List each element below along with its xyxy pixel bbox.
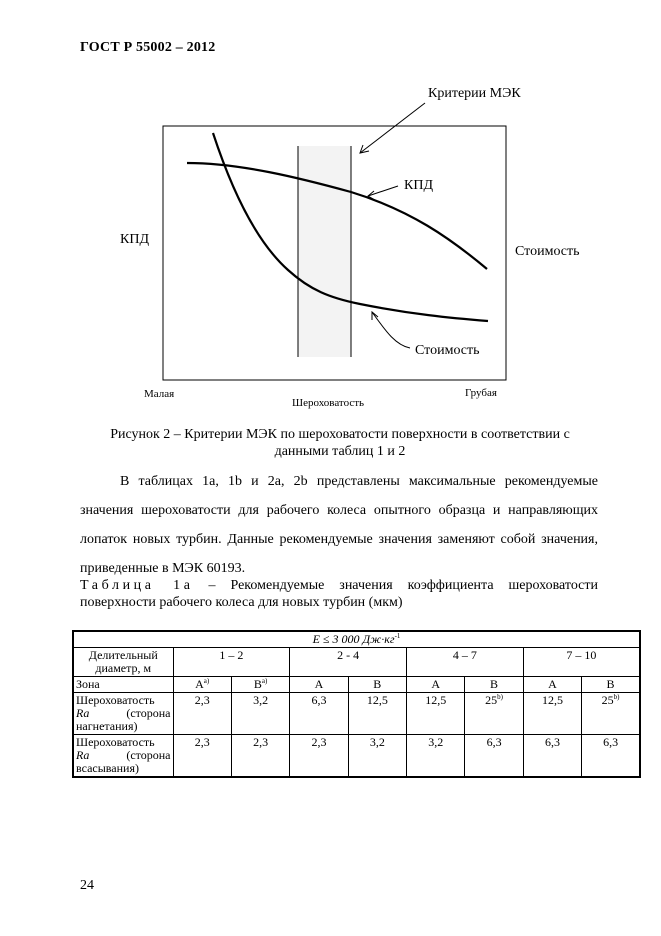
value-cell: 25$^{b)}$	[465, 693, 523, 735]
table-row-suction-side	[73, 735, 640, 778]
diameter-label: Делительный диаметр, м	[73, 648, 173, 677]
value-cell: 12,5	[523, 693, 581, 735]
zone-cell: B	[465, 677, 523, 693]
roughness-table	[72, 630, 641, 778]
value-cell: 3,2	[407, 735, 465, 778]
zone-cell: $B^{а)}$	[231, 677, 289, 693]
page-number: 24	[80, 878, 94, 893]
figure-caption-line2: данными таблиц 1 и 2	[274, 444, 406, 459]
figure-caption	[60, 426, 620, 460]
zone-cell: A	[290, 677, 348, 693]
energy-header: E ≤ 3 000 Дж·кг	[312, 632, 395, 646]
value-cell: 2,3	[173, 693, 231, 735]
document-header: ГОСТ Р 55002 – 2012	[80, 40, 216, 55]
table-title-prefix: Таблица 1a	[80, 578, 194, 593]
value-cell: 6,3	[465, 735, 523, 778]
body-paragraph-text: В таблицах 1a, 1b и 2a, 2b представлены максимальные рекомендуемые значения шероховатости для рабочего колеса опытного образца и направляющих лопаток новых турбин. Данные рекомендуемые значения заменяют собой значения, приведенные в МЭК 60193.	[80, 474, 598, 576]
table-title	[80, 577, 598, 611]
energy-header-cell	[73, 631, 640, 648]
value-cell: 12,5	[407, 693, 465, 735]
value-cell: 6,3	[582, 735, 640, 778]
label-kpd-axis: КПД	[120, 232, 149, 247]
table-row-energy	[73, 631, 640, 648]
iec-criteria-band	[298, 146, 351, 357]
table-title-text: – Рекомендуемые значения коэффициента шероховатости поверхности рабочего колеса для новых турбин (мкм)	[80, 578, 599, 610]
cost-arrow	[372, 312, 410, 348]
zone-cell: B	[348, 677, 406, 693]
kpd-arrow	[368, 186, 398, 196]
table-row-diameter	[73, 648, 640, 677]
label-kpd-curve: КПД	[404, 178, 433, 193]
zone-cell: A	[523, 677, 581, 693]
body-paragraph	[80, 467, 598, 583]
range-4: 7 – 10	[523, 648, 640, 677]
zone-cell: $A^{а)}$	[173, 677, 231, 693]
range-2: 2 - 4	[290, 648, 407, 677]
x-label-high: Грубая	[465, 387, 497, 399]
table-row-pressure-side	[73, 693, 640, 735]
iec-criteria-figure	[0, 0, 661, 420]
criteria-arrow	[360, 103, 425, 153]
value-cell: 12,5	[348, 693, 406, 735]
zone-cell: A	[407, 677, 465, 693]
row-label-pressure-side: Шероховатость Ra (сторона нагнетания)	[73, 693, 173, 735]
label-cost-curve: Стоимость	[415, 343, 480, 358]
zone-label: Зона	[73, 677, 173, 693]
row-label-suction-side: Шероховатость Ra (сторона всасывания)	[73, 735, 173, 778]
label-cost-right: Стоимость	[515, 244, 580, 259]
range-1: 1 – 2	[173, 648, 290, 677]
value-cell: 2,3	[290, 735, 348, 778]
value-cell: 2,3	[231, 735, 289, 778]
zone-cell: B	[582, 677, 640, 693]
figure-caption-line1: Рисунок 2 – Критерии МЭК по шероховатости поверхности в соответствии с	[110, 427, 570, 442]
range-3: 4 – 7	[407, 648, 524, 677]
value-cell: 3,2	[231, 693, 289, 735]
energy-exponent: -1	[394, 632, 401, 640]
value-cell: 3,2	[348, 735, 406, 778]
label-iec-criteria: Критерии МЭК	[428, 86, 521, 101]
x-axis-title: Шероховатость	[292, 397, 365, 409]
x-label-low: Малая	[144, 388, 175, 400]
table-row-zone	[73, 677, 640, 693]
value-cell: 6,3	[290, 693, 348, 735]
value-cell: 2,3	[173, 735, 231, 778]
value-cell: 6,3	[523, 735, 581, 778]
value-cell: 25$^{b)}$	[582, 693, 640, 735]
